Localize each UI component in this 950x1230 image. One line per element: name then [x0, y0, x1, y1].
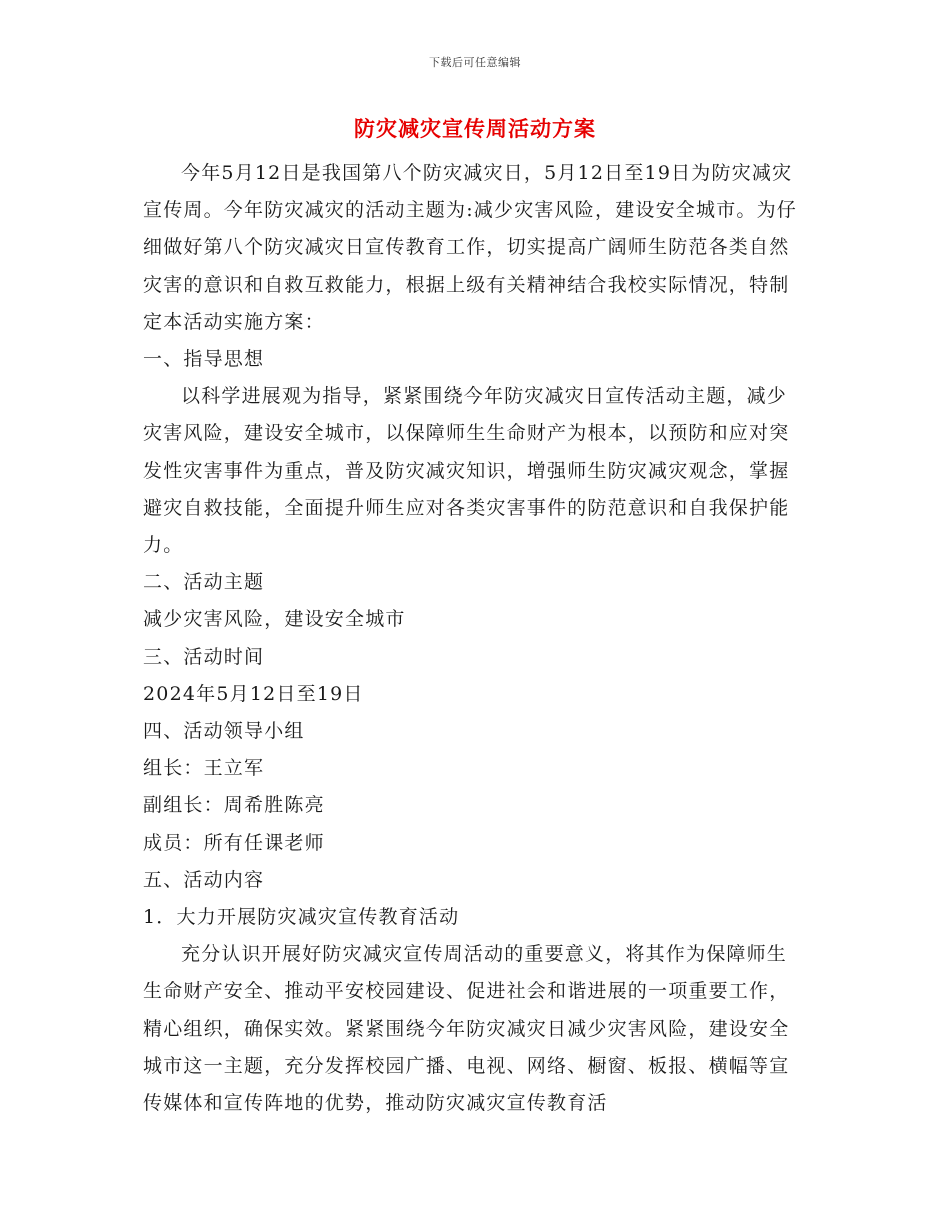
leader-line: 组长：王立军: [143, 757, 265, 780]
header-note: 下载后可任意编辑: [429, 56, 521, 69]
section-1-heading: 一、指导思想: [143, 348, 265, 371]
section-3-body: 2024年5月12日至19日: [143, 682, 364, 705]
section-4-heading: 四、活动领导小组: [143, 720, 305, 743]
members-line: 成员：所有任课老师: [143, 831, 325, 854]
section-2-body: 减少灾害风险，建设安全城市: [143, 608, 406, 631]
document-body: [143, 155, 807, 1122]
section-5-item-1-heading: 1．大力开展防灾减灾宣传教育活动: [143, 906, 460, 929]
document-title: 防灾减灾宣传周活动方案: [354, 116, 596, 141]
section-5-heading: 五、活动内容: [143, 868, 265, 891]
deputy-leader-line: 副组长：周希胜陈亮: [143, 794, 325, 817]
section-5-item-1-body: 充分认识开展好防灾减灾宣传周活动的重要意义，将其作为保障师生生命财产安全、推动平安校园建设、促进社会和谐进展的一项重要工作，精心组织，确保实效。紧紧围绕今年防灾减灾日减少灾害风险，建设安全城市这一主题，充分发挥校园广播、电视、网络、橱窗、板报、横幅等宣传媒体和宣传阵地的优势，推动防灾减灾宣传教育活: [143, 943, 790, 1115]
section-3-heading: 三、活动时间: [143, 645, 265, 668]
intro-paragraph: 今年5月12日是我国第八个防灾减灾日，5月12日至19日为防灾减灾宣传周。今年防灾减灾的活动主题为:减少灾害风险，建设安全城市。为仔细做好第八个防灾减灾日宣传教育工作，切实提高广阔师生防范各类自然灾害的意识和自救互救能力，根据上级有关精神结合我校实际情况，特制定本活动实施方案：: [143, 162, 798, 333]
section-2-heading: 二、活动主题: [143, 571, 265, 594]
section-1-body: 以科学进展观为指导，紧紧围绕今年防灾减灾日宣传活动主题，减少灾害风险，建设安全城市，以保障师生生命财产为根本，以预防和应对突发性灾害事件为重点，普及防灾减灾知识，增强师生防灾减灾观念，掌握避灾自救技能，全面提升师生应对各类灾害事件的防范意识和自我保护能力。: [143, 385, 790, 557]
